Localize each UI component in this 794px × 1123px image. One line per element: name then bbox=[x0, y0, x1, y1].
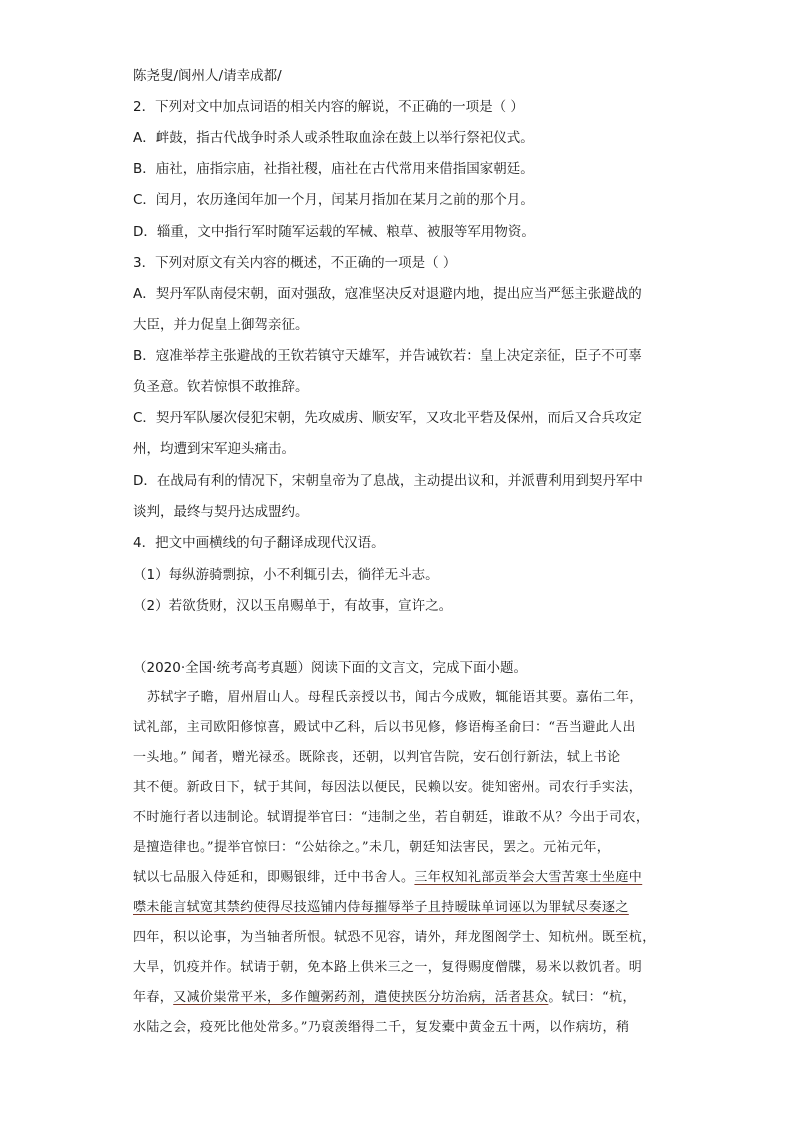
q2-stem: 2．下列对文中加点词语的相关内容的解说，不正确的一项是（ ） bbox=[133, 99, 524, 115]
passage-line-with-underline bbox=[133, 868, 661, 888]
q3-option-a-line2: 大臣，并力促皇上御驾亲征。 bbox=[133, 317, 309, 333]
q2-option-b: B．庙社，庙指宗庙，社指社稷，庙社在古代常用来借指国家朝廷。 bbox=[133, 161, 534, 177]
passage-line: 是擅造律也。”提举官惊曰：“公姑徐之。”未几，朝廷知法害民，罢之。元祐元年， bbox=[133, 840, 611, 855]
passage-line: 大旱，饥疫并作。轼请于朝，免本路上供米三之一，复得赐度僧牒，易米以救饥者。明 bbox=[133, 960, 643, 975]
passage-line: 一头地。” 闻者，赠光禄丞。既除丧，还朝，以判官告院，安石创行新法，轼上书论 bbox=[133, 750, 621, 765]
passage-line: 苏轼字子瞻，眉州眉山人。母程氏亲授以书，闻古今成败，辄能语其要。嘉佑二年， bbox=[147, 690, 643, 705]
q2-option-d: D．辎重，文中指行军时随军运载的军械、粮草、被服等军用物资。 bbox=[133, 224, 535, 240]
passage-line: 其不便。新政日下，轼于其间，每因法以便民，民赖以安。徙知密州。司农行手实法， bbox=[133, 780, 643, 795]
q4-stem: 4．把文中画横线的句子翻译成现代汉语。 bbox=[133, 535, 385, 551]
q2-option-c: C．闰月，农历逢闰年加一个月，闰某月指加在某月之前的那个月。 bbox=[133, 192, 534, 208]
underlined-sentence: 三年权知礼部贡举会大雪苦寒士坐庭中 bbox=[414, 870, 643, 885]
q2-option-a: A．衅鼓，指古代战争时杀人或杀牲取血涂在鼓上以举行祭祀仪式。 bbox=[133, 130, 534, 146]
passage-text: 。轼曰：“杭， bbox=[548, 990, 636, 1005]
q3-option-b-line1: B．寇准举荐主张避战的王钦若镇守天雄军，并告诫钦若：皇上决定亲征，臣子不可辜 bbox=[133, 348, 642, 364]
passage-text: 年春， bbox=[133, 990, 174, 1005]
passage-line: 试礼部，主司欧阳修惊喜，殿试中乙科，后以书见修，修语梅圣俞曰：“吾当避此人出 bbox=[133, 720, 636, 735]
passage-line-with-underline bbox=[133, 988, 661, 1008]
section-header: （2020·全国·统考高考真题）阅读下面的文言文，完成下面小题。 bbox=[133, 660, 527, 676]
q3-option-c-line2: 州，均遭到宋军迎头痛击。 bbox=[133, 441, 295, 457]
passage-line-underlined bbox=[133, 898, 661, 918]
q4-sentence-2: （2）若欲货财，汉以玉帛赐单于，有故事，宣许之。 bbox=[133, 598, 453, 614]
q3-option-d-line1: D．在战局有利的情况下，宋朝皇帝为了息战，主动提出议和，并派曹利用到契丹军中 bbox=[133, 473, 643, 489]
q3-option-c-line1: C．契丹军队屡次侵犯宋朝，先攻威虏、顺安军，又攻北平砦及保州，而后又合兵攻定 bbox=[133, 410, 642, 426]
passage-line: 水陆之会，疫死比他处常多。”乃裒羡缗得二千，复发橐中黄金五十两，以作病坊，稍 bbox=[133, 1020, 630, 1035]
passage-text: 轼以七品服入侍延和，即赐银绯，迁中书舍人。 bbox=[133, 870, 415, 885]
q3-option-b-line2: 负圣意。钦若惊惧不敢推辞。 bbox=[133, 379, 309, 395]
passage-line: 不时施行者以违制论。轼谓提举官曰：“违制之坐，若自朝廷，谁敢不从？今出于司农， bbox=[133, 810, 650, 825]
underlined-sentence: 又减价粜常平米，多作饘粥药剂，遣使挟医分坊治病，活者甚众 bbox=[173, 990, 549, 1005]
q4-sentence-1: （1）每纵游骑剽掠，小不利辄引去，徜徉无斗志。 bbox=[133, 567, 439, 583]
q3-option-d-line2: 谈判，最终与契丹达成盟约。 bbox=[133, 504, 309, 520]
q3-stem: 3．下列对原文有关内容的概述，不正确的一项是（ ） bbox=[133, 255, 457, 271]
passage-line: 四年，积以论事，为当轴者所恨。轼恐不见容，请外，拜龙图阁学士、知杭州。既至杭， bbox=[133, 930, 656, 945]
underlined-sentence: 噤未能言轼宽其禁约使得尽技巡铺内侍每摧辱举子且持暧昧单词诬以为罪轼尽奏逐之 bbox=[133, 900, 629, 915]
top-line: 陈尧叟/阆州人/请幸成都/ bbox=[133, 68, 282, 84]
q3-option-a-line1: A．契丹军队南侵宋朝，面对强敌，寇准坚决反对退避内地，提出应当严惩主张避战的 bbox=[133, 286, 642, 302]
